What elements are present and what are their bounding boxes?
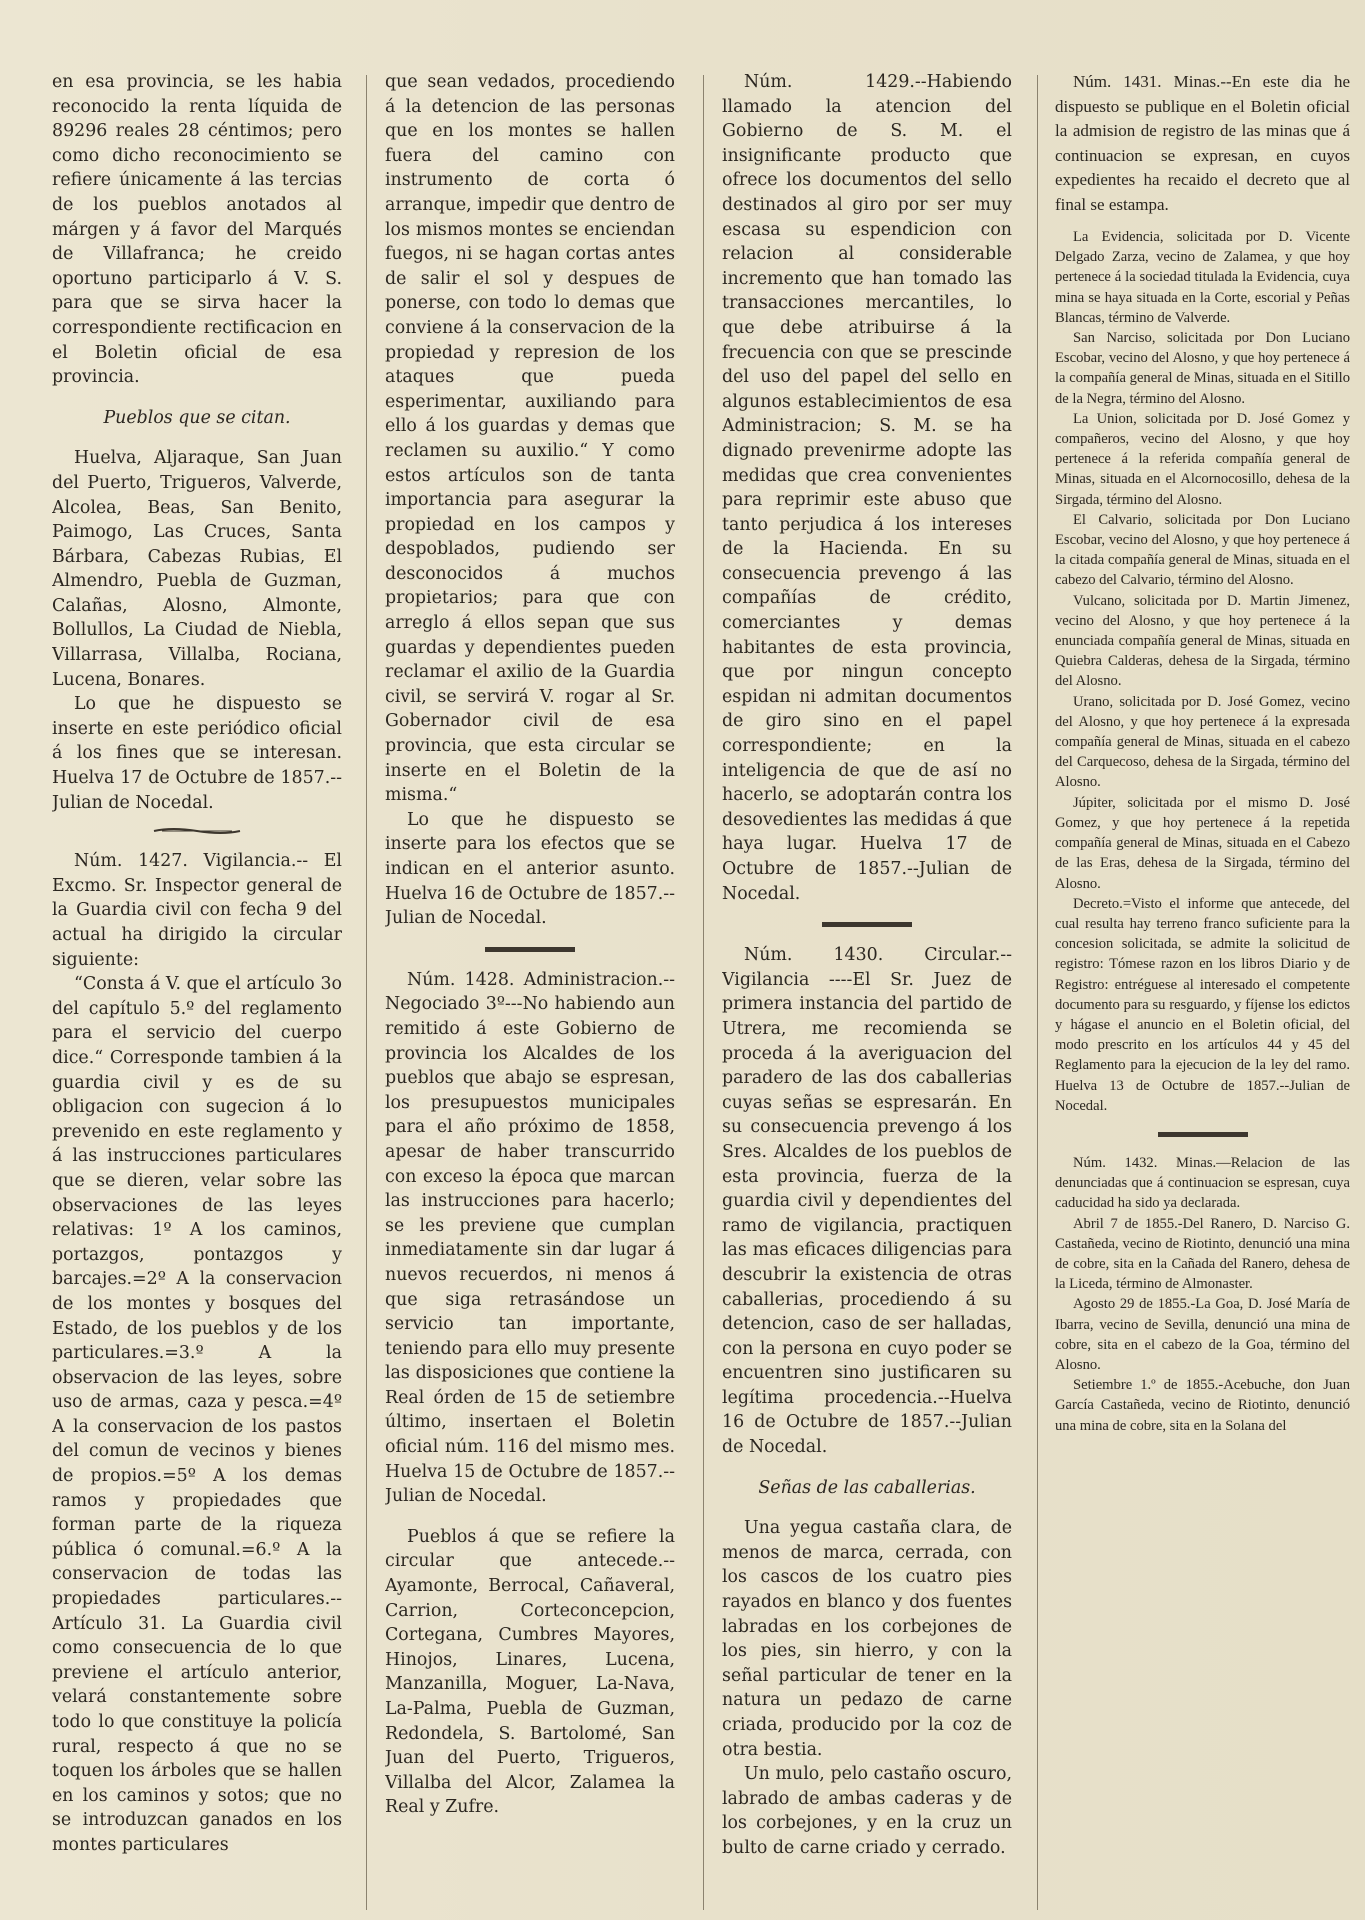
paragraph: que sean vedados, procediendo á la detencion de las personas que en los montes se hallen fuera del camino con instrumento de corta ó arranque, impedir que dentro de los mismos montes se enciendan fuegos, ni se hagan cortas antes de salir el sol y despues de ponerse, con todo lo demas que conviene á la conservacion de la propiedad y represion de los ataques que pueda esperimentar, auxiliando para ello á los guardas y demas que reclamen su auxilio.“ Y como estos artículos son de tanta importancia para asegurar la propiedad en los campos y despoblados, pudiendo ser desconocidos á muchos propietarios; para que con arreglo á ellos sepan que sus guardas y dependientes pueden reclamar el axilio de la Guardia civil, se servirá V. rogar al Sr. Gobernador civil de esa provincia, que esta circular se inserte en el Boletin de la misma.“: [385, 72, 675, 806]
column-divider: [366, 75, 367, 1910]
notice-1431: Núm. 1431. Minas.--En este dia he dispuesto se publique en el Boletin oficial la admision de registro de las minas que á continuacion se expresan, en cuyos expedientes ha recaido el decreto que al final se estampa.: [1055, 72, 1350, 214]
divider-rule: [1158, 1132, 1248, 1137]
denounced-entry: Abril 7 de 1855.-Del Ranero, D. Narciso G. Castañeda, vecino de Riotinto, denunció una mina de cobre, sita en la Cañada del Ranero, dehesa de la Liceda, término de Almonaster.: [1055, 1215, 1350, 1293]
divider-rule: [485, 947, 575, 952]
decree: Decreto.=Visto el informe que antecede, del cual resulta hay terreno franco suficiente para la concesion solicitada, se admite la solicitud de registro: Tómese razon en los libros Diario y de Registro: entréguese al interesado el competente documento para su resguardo, y fíjense los edictos y hágase el anuncio en el Boletin oficial, del modo prescrito en los artículos 44 y 45 del Reglamento para la ejecucion de la ley del ramo. Huelva 13 de Octubre de 1857.--Julian de Nocedal.: [1055, 895, 1350, 1114]
notice-1430: Núm. 1430. Circular.-- Vigilancia ----El Sr. Juez de primera instancia del partido de Utrera, me recomienda se proceda á la averiguacion del paradero de las dos caballerias cuyas señas se espresarán. En su consecuencia prevengo á los Sres. Alcaldes de los pueblos de esta provincia, fuerza de la guardia civil y dependientes del ramo de vigilancia, practiquen las mas eficaces diligencias para descubrir la existencia de otras caballerias, procediendo á su detencion, caso de ser halladas, con la persona en cuyo poder se encuentren sino justificaren su legítima procedencia.--Huelva 16 de Octubre de 1857.--Julian de Nocedal.: [722, 945, 1012, 1458]
notice-1429: Núm. 1429.--Habiendo llamado la atencion del Gobierno de S. M. el insignificante producto que ofrece los documentos del sello destinados al giro por ser muy escasa su espendicion con relacion al considerable incremento que han tomado las transacciones mercantiles, lo que debe atribuirse á la frecuencia con que se prescinde del uso del papel del sello en algunos establecimientos de esa Administracion; S. M. se ha dignado prevenirme adopte las medidas que crea convenientes para reprimir este abuso que tanto perjudica á los intereses de la Hacienda. En su consecuencia prevengo á las compañías de crédito, comerciantes y demas habitantes de esta provincia, que por ningun concepto espidan ni admitan documentos de giro sino en el papel correspondiente; en la inteligencia de que de así no hacerlo, se adoptarán contra los desovedientes las medidas á que haya lugar. Huelva 17 de Octubre de 1857.--Julian de Nocedal.: [722, 72, 1012, 904]
denounced-entry: Setiembre 1.º de 1855.-Acebuche, don Juan García Castañeda, vecino de Riotinto, denunció una mina de cobre, sita en la Solana del: [1055, 1377, 1350, 1434]
paragraph: Una yegua castaña clara, de menos de marca, cerrada, con los cascos de los cuatro pies rayados en blanco y dos fuentes labradas en los corbejones de los pies, sin hierro, y con la señal particular de tener en la natura un pedazo de carne criada, producido por la coz de otra bestia.: [722, 1518, 1012, 1760]
column-3: [722, 70, 1012, 1910]
notice-1432: Núm. 1432. Minas.—Relacion de las denunciadas que á continuacion se espresan, cuya caducidad ha sido ya declarada.: [1055, 1154, 1350, 1212]
notice-1428: Núm. 1428. Administracion.--Negociado 3º---No habiendo aun remitido á este Gobierno de provincia los Alcaldes de los pueblos que abajo se espresan, los presupuestos municipales para el año próximo de 1858, apesar de haber transcurrido con exceso la época que marcan las instrucciones para hacerlo; se les previene que cumplan inmediatamente sin dar lugar á nuevos recuerdos, ni menos á que siga retrasándose un servicio tan importante, teniendo para ello muy presente las disposiciones que contiene la Real órden de 15 de setiembre último, insertaen el Boletin oficial núm. 116 del mismo mes. Huelva 15 de Octubre de 1857.--Julian de Nocedal.: [385, 969, 675, 1507]
mine-entry: San Narciso, solicitada por Don Luciano Escobar, vecino del Alosno, y que hoy pertenece á la compañía general de Minas, situada en el Sitillo de la Negra, término del Alosno.: [1055, 330, 1350, 407]
ornament-divider: [152, 827, 242, 835]
denounced-entry: Agosto 29 de 1855.-La Goa, D. José María de Ibarra, vecino de Sevilla, denunció una mina de cobre, sita en el cabezo de la Goa, término del Alosno.: [1055, 1296, 1350, 1373]
mine-entry: Urano, solicitada por D. José Gomez, vecino del Alosno, y que hoy pertenece á la expresada compañía general de Minas, situada en el cabezo del Carquecoso, dehesa de la Sirgada, término del Alosno.: [1055, 693, 1350, 791]
mine-entry: La Union, solicitada por D. José Gomez y compañeros, vecino del Alosno, y que hoy pertenece á la referida compañía general de Minas, situada en el Alcornocosillo, dehesa de la Sirgada, término del Alosno.: [1055, 410, 1350, 508]
paragraph: Lo que he dispuesto se inserte en este periódico oficial á los fines que se interesan. Huelva 17 de Octubre de 1857.--Julian de Nocedal.: [52, 694, 342, 813]
column-2: [385, 70, 675, 1910]
notice-1427-header: Núm. 1427. Vigilancia.-- El Excmo. Sr. Inspector general de la Guardia civil con fecha 9 del actual ha dirigido la circular siguiente:: [52, 851, 342, 970]
towns-list: Huelva, Aljaraque, San Juan del Puerto, Trigueros, Valverde, Alcolea, Beas, San Benito, Paimogo, Las Cruces, Santa Bárbara, Cabezas Rubias, El Almendro, Puebla de Guzman, Calañas, Alosno, Almonte, Bollullos, La Ciudad de Niebla, Villarrasa, Villalba, Rociana, Lucena, Bonares.: [52, 448, 342, 690]
column-divider: [1037, 75, 1038, 1910]
column-1: [52, 70, 342, 1910]
signs-heading: Señas de las caballerias.: [758, 1477, 976, 1498]
paragraph: Un mulo, pelo castaño oscuro, labrado de ambas caderas y de los corbejones, y en la cruz un bulto de carne criado y cerrado.: [722, 1764, 1012, 1858]
paragraph: Lo que he dispuesto se inserte para los efectos que se indican en el anterior asunto. Huelva 16 de Octubre de 1857.--Julian de Nocedal.: [385, 809, 675, 929]
mine-entry: La Evidencia, solicitada por D. Vicente Delgado Zarza, vecino de Zalamea, y que hoy pertenece á la sociedad titulada la Evidencia, cuya mina se haya situada en la Corte, escorial y Peñas Blancas, término de Valverde.: [1055, 229, 1350, 326]
divider-rule: [822, 922, 912, 927]
mine-entry: Júpiter, solicitada por el mismo D. José Gomez, y que hoy pertenece á la repetida compañía general de Minas, situada en el Cabezo de las Eras, dehesa de la Sirgada, término del Alosno.: [1055, 794, 1350, 892]
mine-entry: El Calvario, solicitada por Don Luciano Escobar, vecino del Alosno, y que hoy pertenece á la citada compañía general de Minas, situada en el cabezo del Calvario, término del Alosno.: [1055, 511, 1350, 589]
paragraph: en esa provincia, se les habia reconocido la renta líquida de 89296 reales 28 céntimos; pero como dicho reconocimiento se refiere únicamente á las tercias de los pueblos anotados al márgen y á favor del Marqués de Villafranca; he creido oportuno participarlo á V. S. para que se sirva hacer la correspondiente rectificacion en el Boletin oficial de esa provincia.: [52, 72, 342, 388]
column-4: [1055, 70, 1350, 1910]
column-divider: [703, 75, 704, 1910]
towns-list: Pueblos á que se refiere la circular que antecede.--Ayamonte, Berrocal, Cañaveral, Carrion, Corteconcepcion, Cortegana, Cumbres Mayores, Hinojos, Linares, Lucena, Manzanilla, Moguer, La-Nava, La-Palma, Puebla de Guzman, Redondela, S. Bartolomé, San Juan del Puerto, Trigueros, Villalba del Alcor, Zalamea la Real y Zufre.: [385, 1526, 675, 1818]
mine-entry: Vulcano, solicitada por D. Martin Jimenez, vecino del Alosno, y que hoy pertenece á la enunciada compañía general de Minas, situada en Quiebra Calderas, dehesa de la Sirgada, término del Alosno.: [1055, 592, 1350, 690]
notice-1427-body: “Consta á V. que el artículo 3o del capítulo 5.º del reglamento para el servicio del cuerpo dice.“ Corresponde tambien á la guardia civil y es de su obligacion con sugecion á lo prevenido en este reglamento y á las instrucciones particulares que se dieren, velar sobre las observaciones de las leyes relativas: 1º A los caminos, portazgos, pontazgos y barcajes.=2º A la conservacion de los montes y bosques del Estado, de los pueblos y de los particulares.=3.º A la observacion de las leyes, sobre uso de armas, caza y pesca.=4º A la conservacion de los pastos del comun de vecinos y bienes de propios.=5º A los demas ramos y propiedades que forman parte de la riqueza pública ó comunal.=6.º A la conservacion de todas las propiedades particulares.--Artículo 31. La Guardia civil como consecuencia de lo que previene el artículo anterior, velará constantemente sobre todo lo que constituye la policía rural, respecto á que no se toquen los árboles que se hallen en los caminos y sotos; que no se introduzcan ganados en los montes particulares: [52, 974, 342, 1855]
towns-heading: Pueblos que se citan.: [103, 407, 291, 428]
